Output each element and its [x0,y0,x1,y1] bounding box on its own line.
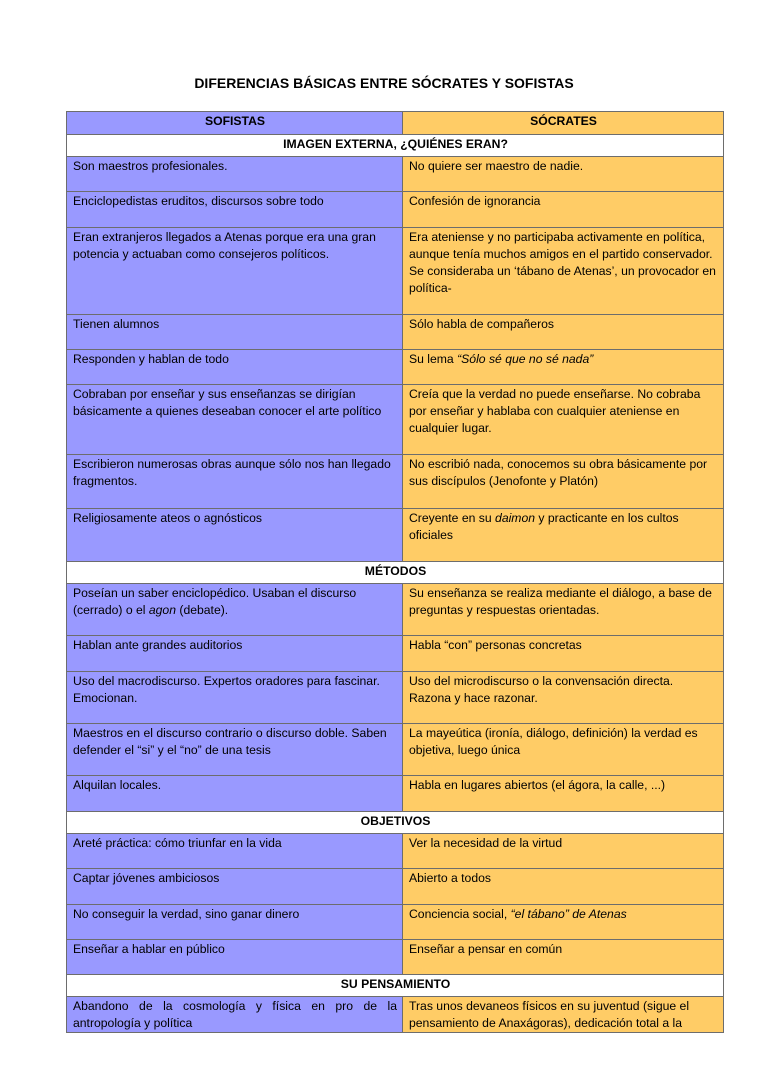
sofistas-cell: Captar jóvenes ambiciosos [67,869,403,905]
text-segment: Conciencia social, [409,907,511,921]
socrates-cell: Ver la necesidad de la virtud [403,834,724,869]
socrates-cell: Creía que la verdad no puede enseñarse. No cobraba por enseñar y hablaba con cualquier ateniense en cualquier lugar. [403,385,724,455]
sofistas-cell: Uso del macrodiscurso. Expertos oradores para fascinar. Emocionan. [67,672,403,724]
sofistas-cell: Responden y hablan de todo [67,350,403,385]
sofistas-cell: Tienen alumnos [67,315,403,350]
table-row [67,636,724,672]
socrates-cell: Era ateniense y no participaba activamente en política, aunque tenía muchos amigos en el partido conservador. Se consideraba un ‘tábano de Atenas’, un provocador en política- [403,228,724,315]
sofistas-cell: Alquilan locales. [67,776,403,812]
table-row [67,672,724,724]
socrates-cell: La mayeútica (ironía, diálogo, definición) la verdad es objetiva, luego única [403,724,724,776]
socrates-cell: Abierto a todos [403,869,724,905]
header-sofistas: SOFISTAS [67,112,403,135]
sofistas-cell: Abandono de la cosmología y física en pro de la antropología y política [67,997,403,1033]
table-row [67,724,724,776]
section-title-objetivos: OBJETIVOS [67,812,724,834]
header-socrates: SÓCRATES [403,112,724,135]
table-row [67,192,724,228]
table-row [67,940,724,975]
section-title-metodos: MÉTODOS [67,562,724,584]
table-row [67,776,724,812]
sofistas-cell: Maestros en el discurso contrario o discurso doble. Saben defender el “si” y el “no” de una tesis [67,724,403,776]
daimon-term: daimon [495,511,536,525]
section-title-pensamiento: SU PENSAMIENTO [67,975,724,997]
table-row [67,584,724,636]
socrates-cell: No quiere ser maestro de nadie. [403,157,724,192]
table-row [67,869,724,905]
motto-prefix: Su lema [409,352,458,366]
table-row [67,834,724,869]
socrates-cell: Habla “con” personas concretas [403,636,724,672]
socrates-cell: Confesión de ignorancia [403,192,724,228]
sofistas-cell [67,584,403,636]
table-row [67,509,724,562]
table-row [67,315,724,350]
sofistas-cell: Enseñar a hablar en público [67,940,403,975]
document-title: DIFERENCIAS BÁSICAS ENTRE SÓCRATES Y SOFISTAS [194,75,574,91]
socrates-cell [403,350,724,385]
text-segment: Poseían un saber enciclopédico. Usaban el discurso (cerrado) o el [73,586,357,617]
socrates-cell: Tras unos devaneos físicos en su juventud (sigue el pensamiento de Anaxágoras), dedicación total a la [403,997,724,1033]
table-row [67,455,724,509]
socrates-cell: Su enseñanza se realiza mediante el diálogo, a base de preguntas y respuestas orientadas. [403,584,724,636]
text-segment: Creyente en su [409,511,496,525]
socrates-cell: No escribió nada, conocemos su obra básicamente por sus discípulos (Jenofonte y Platón) [403,455,724,509]
sofistas-cell: Son maestros profesionales. [67,157,403,192]
tabano-quote: “el tábano” de Atenas [510,907,627,921]
sofistas-cell: Areté práctica: cómo triunfar en la vida [67,834,403,869]
sofistas-cell: No conseguir la verdad, sino ganar dinero [67,905,403,940]
agon-term: agon [148,603,176,617]
table-row [67,350,724,385]
socrates-cell: Uso del microdiscurso o la convensación directa. Razona y hace razonar. [403,672,724,724]
table-row [67,157,724,192]
sofistas-cell: Hablan ante grandes auditorios [67,636,403,672]
motto-quote: “Sólo sé que no sé nada” [457,352,594,366]
table-row [67,997,724,1033]
sofistas-cell: Eran extranjeros llegados a Atenas porque era una gran potencia y actuaban como consejeros políticos. [67,228,403,315]
table-row [67,905,724,940]
socrates-cell: Enseñar a pensar en común [403,940,724,975]
sofistas-cell: Religiosamente ateos o agnósticos [67,509,403,562]
socrates-cell: Habla en lugares abiertos (el ágora, la calle, ...) [403,776,724,812]
socrates-cell [403,905,724,940]
table-row [67,385,724,455]
section-title-imagen: IMAGEN EXTERNA, ¿QUIÉNES ERAN? [67,135,724,157]
table-row [67,228,724,315]
socrates-cell [403,509,724,562]
comparison-table [66,111,724,1033]
sofistas-cell: Enciclopedistas eruditos, discursos sobre todo [67,192,403,228]
text-segment: y practicante en los cultos oficiales [409,511,679,542]
sofistas-cell: Cobraban por enseñar y sus enseñanzas se dirigían básicamente a quienes deseaban conocer el arte político [67,385,403,455]
socrates-cell: Sólo habla de compañeros [403,315,724,350]
table-header-row [67,112,724,135]
text-segment: (debate). [176,603,229,617]
sofistas-cell: Escribieron numerosas obras aunque sólo nos han llegado fragmentos. [67,455,403,509]
